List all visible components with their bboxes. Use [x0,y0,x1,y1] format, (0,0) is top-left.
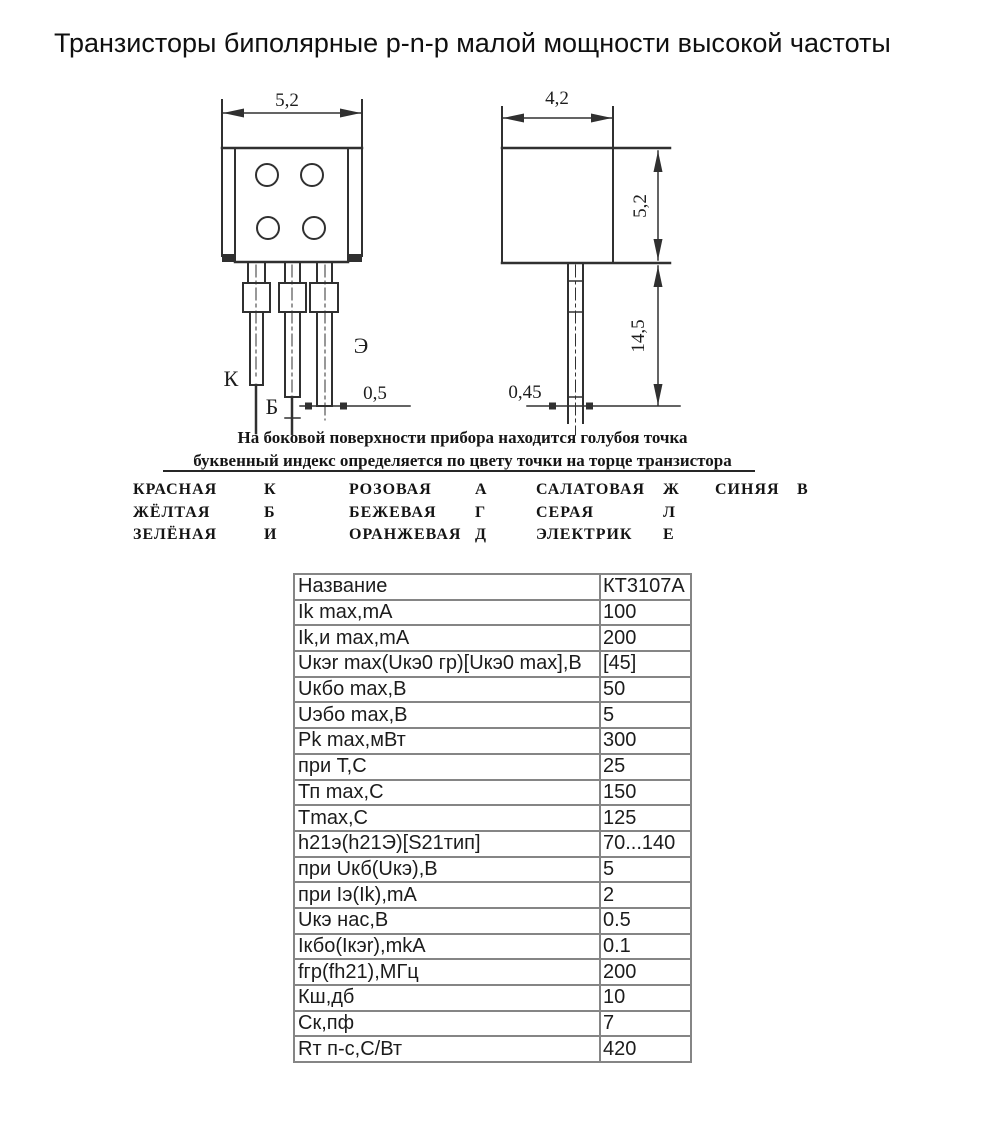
color-name-cell: ОРАНЖЕВАЯ [349,526,462,543]
spec-label-cell: h21э(h21Э)[S21тип] [294,831,600,857]
letter-code-cell: Г [475,503,487,521]
spec-value-cell: 7 [600,1011,691,1037]
note-line-2: буквенный индекс определяется по цвету точки на торце транзистора [193,451,732,470]
spec-row [294,908,691,934]
lead-thickness-dimension: 0,45 [508,382,542,403]
spec-value-cell: 200 [600,959,691,985]
color-name-cell: КРАСНАЯ [133,481,218,498]
spec-row [294,600,691,626]
spec-label-cell: при Т,С [294,754,600,780]
body-height-dimension-lines [654,151,663,260]
spec-value-cell: 200 [600,625,691,651]
color-name-cell: РОЗОВАЯ [349,481,432,498]
spec-row [294,959,691,985]
color-name-cell: ЖЁЛТАЯ [133,503,211,521]
spec-value-cell: 300 [600,728,691,754]
base-lead-label: Б [265,394,279,419]
spec-value-cell: 420 [600,1036,691,1062]
color-name-cell: САЛАТОВАЯ [536,481,646,498]
front-view-drawing [222,90,410,434]
spec-label-cell: fгр(fh21),МГц [294,959,600,985]
spec-value-cell: 5 [600,702,691,728]
letter-code-cell: Д [475,526,488,543]
spec-label-cell: Tmax,С [294,805,600,831]
spec-label-cell: Название [294,574,600,600]
color-name-cell: БЕЖЕВАЯ [349,503,437,521]
spec-row [294,985,691,1011]
spec-label-cell: Кш,дб [294,985,600,1011]
spec-row [294,728,691,754]
letter-code-cell: Б [264,503,276,521]
lead-thickness-dimension-lines [527,403,680,410]
letter-code-cell: И [264,526,278,543]
spec-value-cell: 150 [600,780,691,806]
color-code-table [133,481,837,549]
spec-row [294,882,691,908]
lead-length-dimension-lines [654,266,663,405]
spec-label-cell: при Uкб(Uкэ),В [294,857,600,883]
lead-width-dimension: 0,5 [363,383,387,404]
spec-label-cell: Uэбо max,В [294,702,600,728]
body-height-dimension: 5,2 [630,194,651,218]
emitter-lead-label: Э [353,333,369,358]
spec-row [294,1011,691,1037]
letter-code-cell [797,526,837,549]
spec-value-cell: 70...140 [600,831,691,857]
spec-value-cell: 10 [600,985,691,1011]
spec-row [294,702,691,728]
spec-value-cell: 5 [600,857,691,883]
spec-row [294,857,691,883]
spec-row [294,805,691,831]
letter-code-cell: А [475,481,488,498]
spec-row [294,780,691,806]
color-name-cell: СЕРАЯ [536,503,595,521]
spec-row [294,754,691,780]
spec-value-cell: 25 [600,754,691,780]
lead-length-dimension: 14,5 [628,319,649,353]
letter-code-cell: Е [663,526,675,543]
spec-value-cell: 0.1 [600,934,691,960]
spec-value-cell: 100 [600,600,691,626]
color-name-cell: ЭЛЕКТРИК [536,526,633,543]
letter-code-cell: Л [663,503,676,521]
page-title: Транзисторы биполярные p-n-p малой мощности высокой частоты [54,28,891,58]
spec-label-cell: Ск,пф [294,1011,600,1037]
spec-label-cell: Uкэr max(Uкэ0 гр)[Uкэ0 max],В [294,651,600,677]
side-lead [568,263,583,435]
spec-label-cell: Pk max,мВт [294,728,600,754]
spec-value-cell: 125 [600,805,691,831]
spec-value-cell: [45] [600,651,691,677]
spec-label-cell: Iкбо(Iкэr),mkA [294,934,600,960]
color-name-cell [715,526,797,549]
spec-row [294,1036,691,1062]
spec-value-cell: 2 [600,882,691,908]
front-width-dimension: 5,2 [275,90,299,111]
side-width-dimension: 4,2 [545,88,569,109]
side-width-dimension-lines [502,107,613,263]
spec-label-cell: Ik max,mA [294,600,600,626]
spec-label-cell: Uкбо max,В [294,677,600,703]
spec-label-cell: Rт п-с,С/Вт [294,1036,600,1062]
base-lead [279,262,306,434]
emitter-lead [310,262,338,420]
color-name-cell: СИНЯЯ [715,481,780,498]
color-name-cell: ЗЕЛЁНАЯ [133,526,218,543]
package-holes [256,164,325,239]
letter-code-cell [797,504,837,527]
spec-row [294,651,691,677]
color-name-cell [715,504,797,527]
note-line-1: На боковой поверхности прибора находится голубоя точка [237,428,688,447]
spec-table [293,573,692,1063]
spec-row [294,831,691,857]
letter-code-cell: К [264,481,277,498]
spec-row [294,677,691,703]
spec-row [294,625,691,651]
spec-value-cell: 0.5 [600,908,691,934]
spec-label-cell: Тп max,С [294,780,600,806]
side-view-drawing [502,88,680,435]
package-outline [222,148,362,262]
spec-value-cell: 50 [600,677,691,703]
spec-row [294,574,691,600]
spec-label-cell: Ik,и max,mA [294,625,600,651]
spec-label-cell: Uкэ нас,В [294,908,600,934]
letter-code-cell: Ж [663,481,680,498]
spec-label-cell: при Iэ(Ik),mA [294,882,600,908]
spec-row [294,934,691,960]
collector-lead-label: К [223,366,239,391]
spec-value-cell: КТ3107А [600,574,691,600]
letter-code-cell: В [797,481,809,498]
divider-rule [163,470,755,472]
